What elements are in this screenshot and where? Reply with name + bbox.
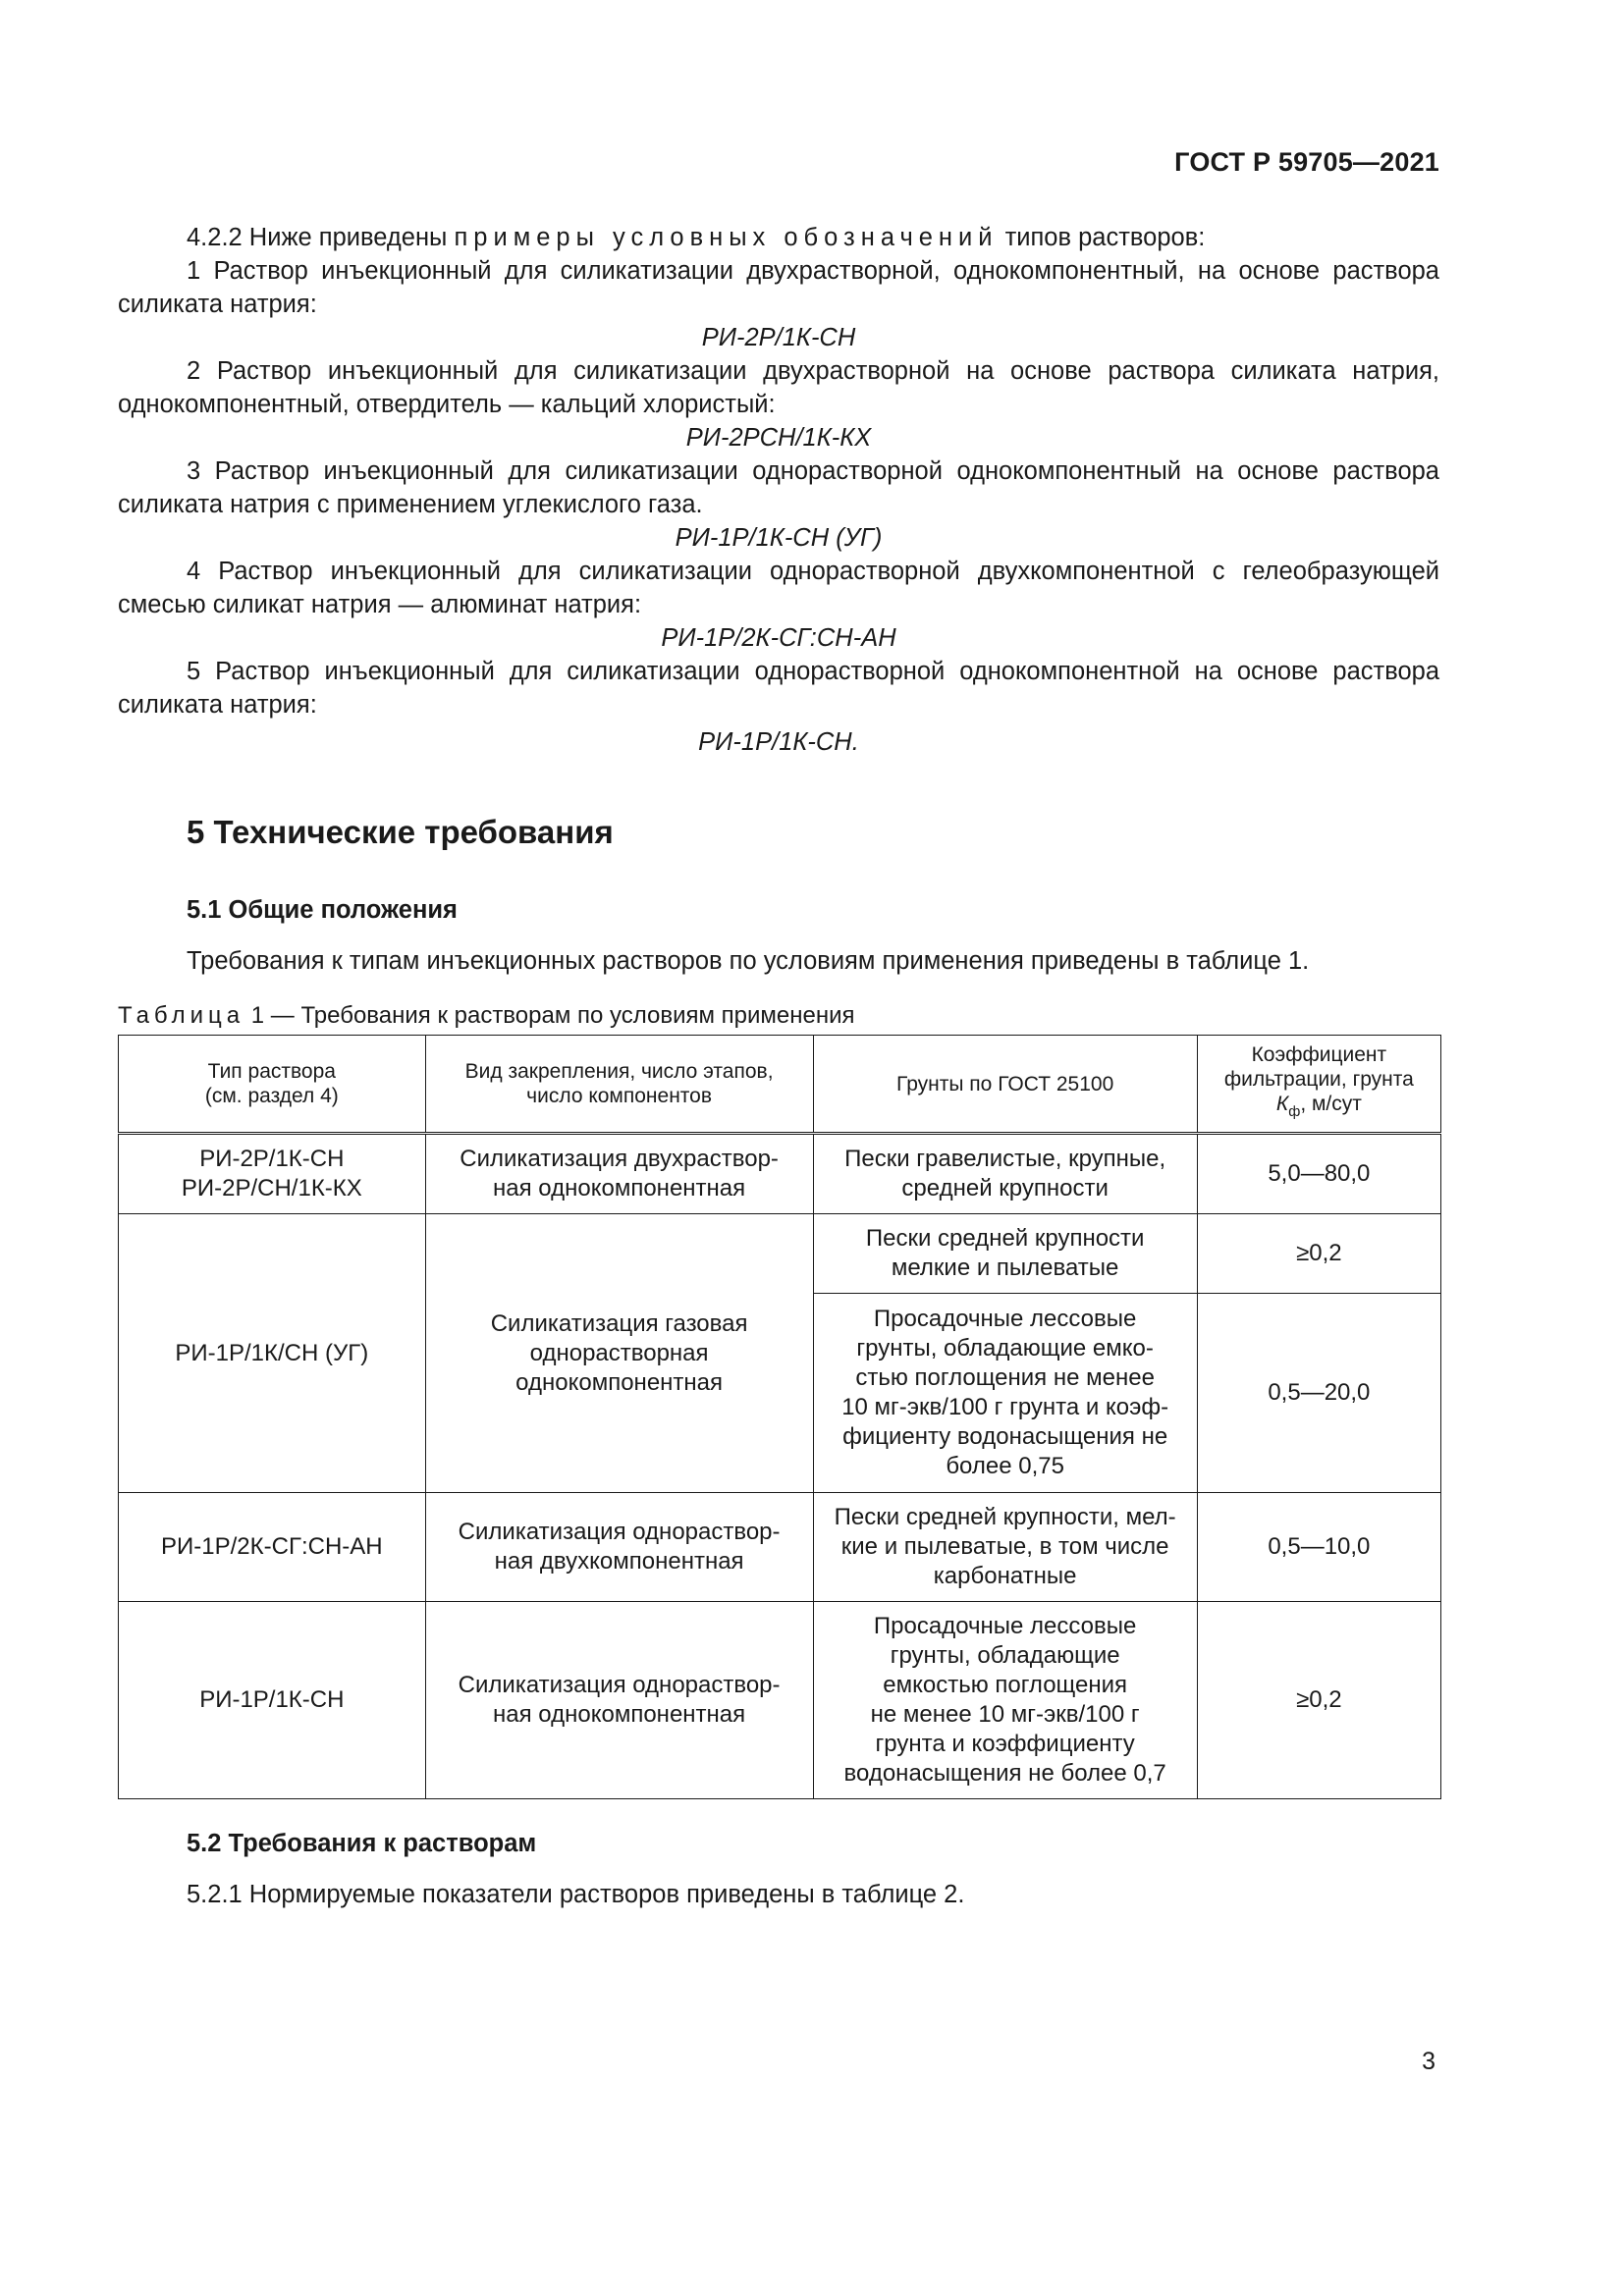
table-caption: Таблица 1 — Требования к растворам по условиям применения: [118, 1002, 855, 1029]
cell-method: Силикатизация газовая однорастворная однокомпонентная: [425, 1214, 813, 1493]
cell-type: РИ-1Р/2К-СГ:СН-АН: [119, 1493, 426, 1602]
cell-method: Силикатизация однораствор- ная двухкомпонентная: [425, 1493, 813, 1602]
header-filtration-coefficient: Коэффициент фильтрации, грунта $К_ф$, м/сут: [1197, 1036, 1440, 1134]
example-3-code: РИ-1Р/1К-СН (УГ): [675, 524, 883, 552]
cell-coef: 0,5—10,0: [1197, 1493, 1440, 1602]
subsection-51-title: 5.1 Общие положения: [187, 896, 458, 924]
cell-soils: Пески средней крупности, мел- кие и пылеватые, в том числе карбонатные: [813, 1493, 1197, 1602]
example-1-text: 1 Раствор инъекционный для силикатизации двухрастворной, однокомпонентный, на основе раствора силиката натрия:: [118, 257, 1439, 318]
cell-coef: ≥0,2: [1197, 1214, 1440, 1294]
example-5-text: 5 Раствор инъекционный для силикатизации однорастворной однокомпонентной на основе раствора силиката натрия:: [118, 658, 1439, 719]
example-2-code: РИ-2РСН/1К-КХ: [685, 424, 872, 452]
cell-soils: Просадочные лессовые грунты, обладающие емкостью поглощения не менее 10 мг-экв/100 г грунта и коэффициенту водонасыщения не более 0,7: [813, 1602, 1197, 1799]
page-content: [118, 221, 1439, 1911]
cell-coef: 0,5—20,0: [1197, 1294, 1440, 1493]
cell-soils: Просадочные лессовые грунты, обладающие емко- стью поглощения не менее 10 мг-экв/100 г грунта и коэф- фициенту водонасыщения не более 0,75: [813, 1294, 1197, 1493]
cell-type: РИ-1Р/1К/СН (УГ): [119, 1214, 426, 1493]
example-1-code: РИ-2Р/1К-СН: [701, 324, 856, 351]
section-5-title: 5 Технические требования: [187, 814, 614, 850]
cell-method: Силикатизация однораствор- ная однокомпонентная: [425, 1602, 813, 1799]
subsection-51-text: Требования к типам инъекционных растворов по условиям применения приведены в таблице 1.: [187, 947, 1310, 975]
header-fixing-method: Вид закрепления, число этапов, число компонентов: [425, 1036, 813, 1134]
requirements-table: [118, 1035, 1441, 1799]
table-row: [119, 1493, 1441, 1602]
example-5-code: РИ-1Р/1К-СН.: [698, 728, 859, 756]
table-row: [119, 1602, 1441, 1799]
page-number: 3: [1422, 2048, 1435, 2075]
subsection-52-title: 5.2 Требования к растворам: [187, 1830, 537, 1857]
subsection-521-text: 5.2.1 Нормируемые показатели растворов приведены в таблице 2.: [187, 1881, 965, 1908]
example-4-code: РИ-1Р/2К-СГ:СН-АН: [661, 624, 896, 652]
table-row: [119, 1214, 1441, 1294]
example-3-text: 3 Раствор инъекционный для силикатизации однорастворной однокомпонентный на основе раствора силиката натрия с применением углекислого газа.: [118, 457, 1439, 518]
cell-method: Силикатизация двухраствор- ная однокомпонентная: [425, 1134, 813, 1214]
section-422-intro: 4.2.2 Ниже приведены примеры условных обозначений типов растворов:: [187, 224, 1206, 251]
standard-designation: ГОСТ Р 59705—2021: [1174, 147, 1439, 177]
cell-coef: 5,0—80,0: [1197, 1134, 1440, 1214]
table-row: [119, 1134, 1441, 1214]
example-2-text: 2 Раствор инъекционный для силикатизации двухрастворной на основе раствора силиката натрия, однокомпонентный, отвердитель — кальций хлористый:: [118, 357, 1439, 418]
cell-soils: Пески гравелистые, крупные, средней крупности: [813, 1134, 1197, 1214]
cell-soils: Пески средней крупности мелкие и пылеватые: [813, 1214, 1197, 1294]
header-solution-type: Тип раствора (см. раздел 4): [119, 1036, 426, 1134]
cell-type: РИ-1Р/1К-СН: [119, 1602, 426, 1799]
header-soils: Грунты по ГОСТ 25100: [813, 1036, 1197, 1134]
cell-type: РИ-2Р/1К-СН РИ-2Р/СН/1К-КХ: [119, 1134, 426, 1214]
table-header-row: [119, 1036, 1441, 1134]
cell-coef: ≥0,2: [1197, 1602, 1440, 1799]
example-4-text: 4 Раствор инъекционный для силикатизации однорастворной двухкомпонентной с гелеобразующей смесью силикат натрия — алюминат натрия:: [118, 558, 1439, 618]
